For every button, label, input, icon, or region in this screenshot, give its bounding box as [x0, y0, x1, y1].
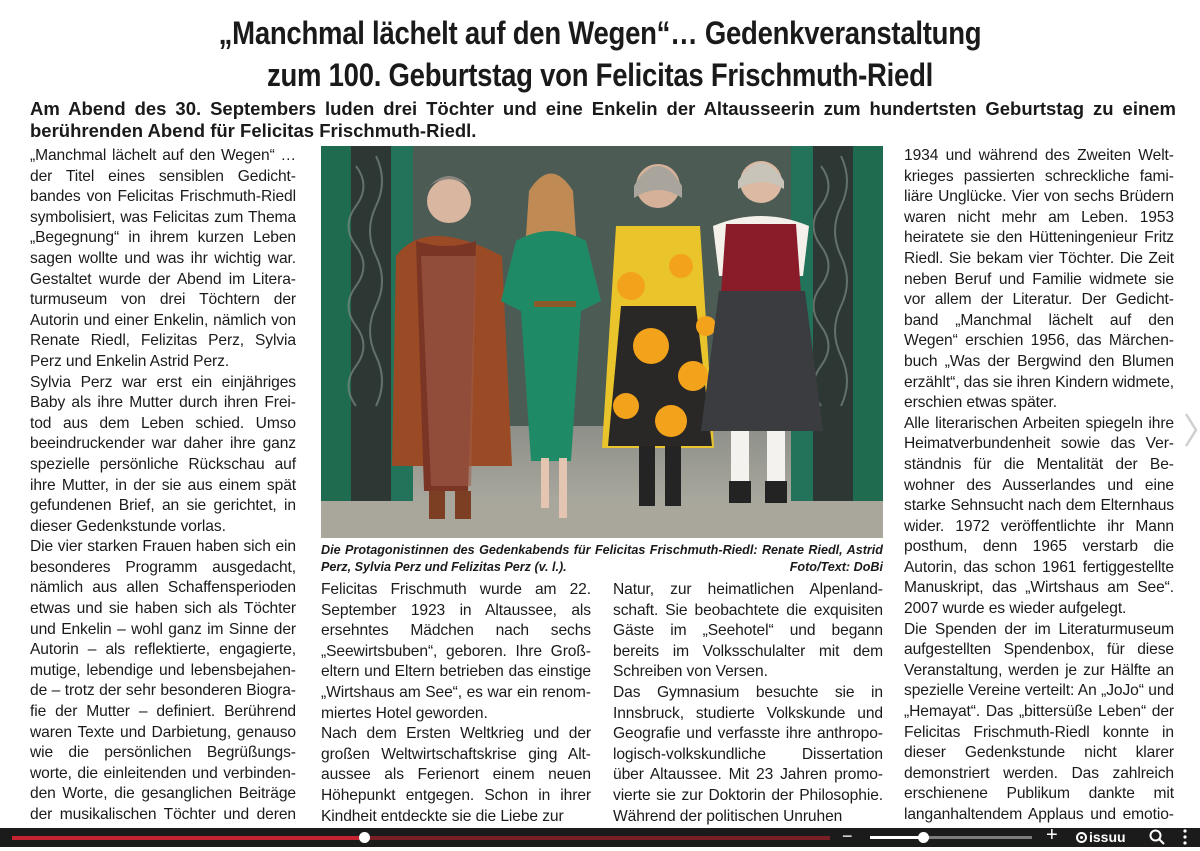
paragraph: Sylvia Perz war erst ein einjähriges Baby als ihre Mutter durch ihren Freitod aus dem Leben schied. Umso beeindruckender war daher ihre ganz spezielle persönliche Rückschau auf ihre Mutter, in der sie aus einem spät gefundenen Brief, an sie gerichtet, in dieser Gedenkstunde vorlas. — [30, 373, 296, 535]
text-column-3 — [613, 580, 883, 827]
text-column-2 — [321, 580, 591, 827]
text-column-4 — [904, 146, 1174, 846]
minus-icon: − — [842, 826, 853, 846]
zoom-slider[interactable] — [870, 836, 1032, 839]
plus-icon: + — [1046, 824, 1058, 846]
text-column-1 — [30, 146, 296, 846]
zoom-slider-handle[interactable] — [918, 832, 929, 843]
search-icon — [1148, 828, 1166, 846]
headline-line-2: zum 100. Geburtstag von Felicitas Frischmuth-Riedl — [266, 57, 934, 93]
lead-paragraph: Am Abend des 30. Septembers luden drei Töchter und eine Enkelin der Altausseerin zum hundertsten Geburtstag zu einem berührenden Abend für Felicitas Frischmuth-Riedl. — [30, 98, 1176, 141]
zoom-out-button[interactable] — [842, 826, 853, 846]
page-progress-fill — [12, 836, 364, 840]
paragraph: „Manchmal lächelt auf den Wegen“ … der Titel eines sensiblen Gedichtbandes von Felicitas Frischmuth-Riedl symbolisiert, was Felicitas zum Thema „Begegnung“ in ihrem kurzen Leben sagen wollte und was ihr wichtig war. Gestaltet wurde der Abend im Literaturmuseum von drei Töchtern der Autorin und einer Enkelin, nämlich von Renate Riedl, Felizitas Perz, Sylvia Perz und Enkelin Astrid Perz. — [30, 147, 296, 370]
photo-four-women — [321, 146, 883, 538]
photo-caption — [321, 542, 883, 576]
paragraph: Die vier starken Frauen haben sich ein besonderes Programm ausgedacht, nämlich aus allen Schaffensperioden etwas und sie haben sich als Töchter und Enkelin – wohl ganz im Sinne der Autorin – als reflektierte, engagierte, mutige, lebendige und lebensbejahende – trotz der sehr besonderen Biografie der Mutter – definiert. Berührend waren Texte und Darbietung, genauso wie die persönlichen Begrüßungsworte, die einleitenden und verbindenden Worte, die gesanglichen Beiträge der musikalischen Töchter und deren — [30, 538, 296, 823]
zoom-in-button[interactable] — [1046, 825, 1058, 845]
page-progress-bar[interactable] — [12, 836, 830, 840]
brand-name: issuu — [1089, 829, 1126, 845]
issuu-logo-icon — [1076, 832, 1087, 843]
paragraph: 1934 und während des Zweiten Weltkrieges passierten schreckliche familiäre Unglücke. Vier von sechs Brüdern waren nicht mehr am Leben. 1953 heiratete sie den Hütteningenieur Fritz Riedl. Sie bekam vier Töchter. Die Zeit neben Beruf und Familie widmete sie vor allem der Literatur. Der Gedichtband „Manchmal lächelt auf den Wegen“ erschien 1956, das Märchenbuch „Was der Bergwind den Blumen erzählt“, das sie ihren Kindern widmete, erschien etwas später. — [904, 147, 1174, 412]
article-photo — [321, 146, 883, 538]
more-icon — [1176, 828, 1194, 846]
headline-line-1: „Manchmal lächelt auf den Wegen“… Gedenkveranstaltung — [218, 15, 982, 51]
paragraph: Natur, zur heimatlichen Alpenlandschaft. Sie beobachtete die exquisiten Gäste im „Seehotel“ und begann bereits im Volksschulalter mit dem Schreiben von Versen. — [613, 581, 883, 681]
paragraph: Das Gymnasium besuchte sie in Innsbruck, studierte Volkskunde und Geografie und verfasste ihre anthropologisch-volkskundliche Dissertation über Altaussee. Mit 23 Jahren promovierte sie zur Doktorin der Philosophie. Während der politischen Unruhen — [613, 683, 883, 825]
search-button[interactable] — [1148, 828, 1166, 846]
more-button[interactable] — [1176, 828, 1194, 846]
next-page-button[interactable] — [1182, 408, 1200, 452]
viewer-toolbar — [0, 824, 1200, 847]
issuu-logo[interactable] — [1076, 829, 1126, 846]
chevron-right-icon — [1182, 408, 1200, 452]
caption-text: Die Protagonistinnen des Gedenkabends für Felicitas Frischmuth-Riedl: Renate Riedl, Astrid Perz, Sylvia Perz und Felizitas Perz (v. l.). — [321, 543, 883, 574]
paragraph: Alle literarischen Arbeiten spiegeln ihre Heimatverbundenheit sowie das Verständnis für die Mentalität der Bewohner des Ausserlandes und eine starke Sehnsucht nach dem Elternhaus wider. 1972 veröffentlichte ihr Mann posthum, denn 1965 verstarb die Autorin, das schon 1961 fertiggestellte Manuskript, das „Wirtshaus am See“. 2007 wurde es wieder aufgelegt. — [904, 414, 1174, 618]
paragraph: Felicitas Frischmuth wurde am 22. September 1923 in Altaussee, als ersehntes Mädchen nach sechs „Seewirtsbuben“, geboren. Ihre Großeltern und Eltern betrieben das einstige „Wirtshaus am See“, es war ein renommiertes Hotel geworden. — [321, 581, 591, 722]
photo-credit: Foto/Text: DoBi — [789, 560, 883, 574]
headline — [84, 12, 1116, 96]
page-progress-handle[interactable] — [359, 832, 370, 843]
zoom-slider-fill — [870, 836, 923, 839]
paragraph: Die Spenden der im Literaturmuseum aufgestellten Spendenbox, für diese Veranstaltung, werden je zur Hälfte an spezielle Vereine verteilt: An „JoJo“ und „Hemayat“. Das „bittersüße Leben“ der Felicitas Frischmuth-Riedl konnte in dieser Gedenkstunde nicht klarer demonstriert werden. Das zahlreich erschienene Publikum dankte mit langanhaltendem Applaus und emotio — [904, 620, 1174, 823]
paragraph: Nach dem Ersten Weltkrieg und der großen Weltwirtschaftskrise ging Altaussee als Ferienort einem neuen Höhepunkt entgegen. Schon in ihrer Kindheit entdeckte sie die Liebe zur — [321, 725, 591, 825]
